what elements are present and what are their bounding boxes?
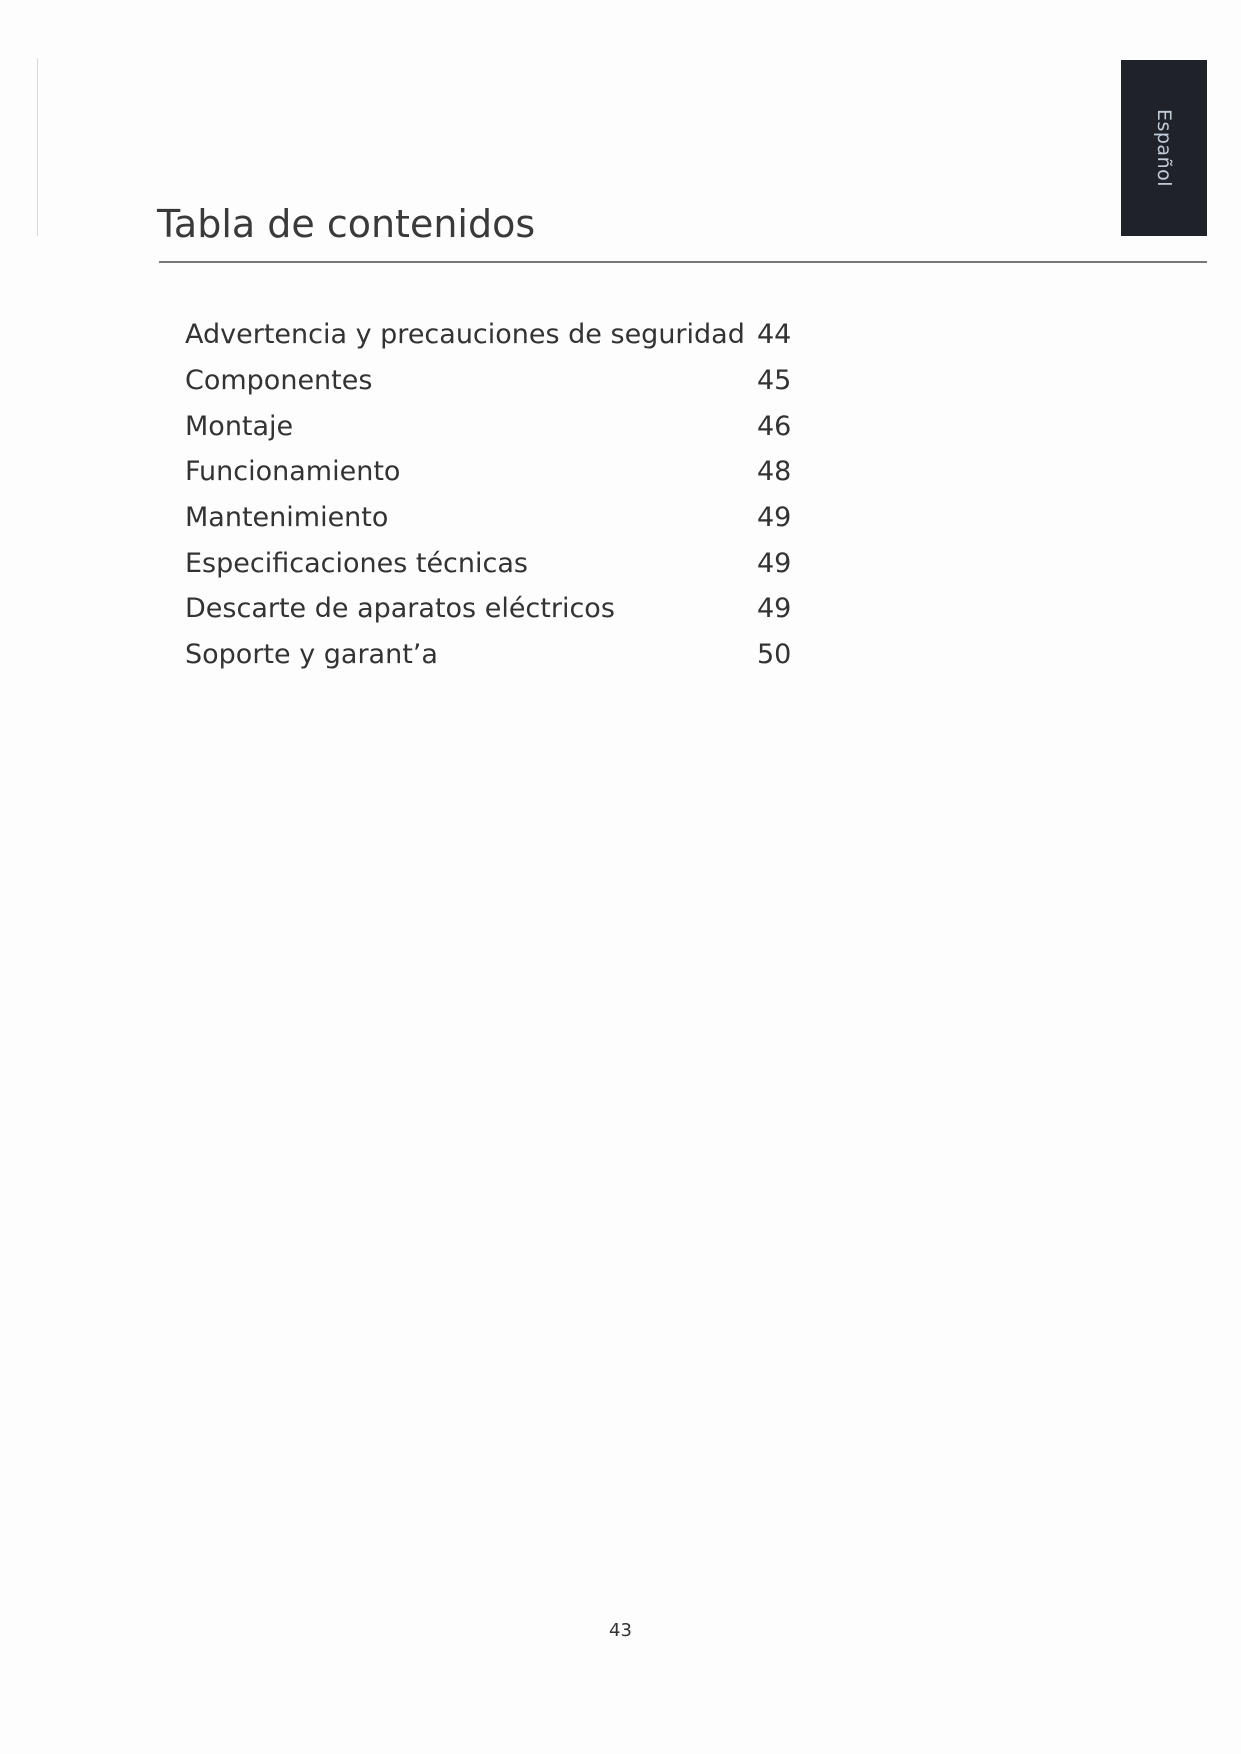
toc-entry-page: 49 <box>757 547 792 579</box>
toc-entry-label: Mantenimiento <box>185 502 389 534</box>
toc-entry-page: 50 <box>757 639 792 671</box>
toc-entry-page: 48 <box>757 456 792 488</box>
toc-entry-page: 49 <box>757 593 792 625</box>
toc-entry-label: Soporte y garant’a <box>185 639 438 671</box>
toc-entry-disposal <box>185 586 805 632</box>
toc-entry-label: Especificaciones técnicas <box>185 547 528 579</box>
toc-entry-label: Montaje <box>185 410 294 442</box>
language-tab-label: Español <box>1153 108 1175 188</box>
page-title: Tabla de contenidos <box>157 202 536 246</box>
toc-entry-label: Descarte de aparatos eléctricos <box>185 593 615 625</box>
margin-rule <box>37 58 38 236</box>
toc-entry-maintenance <box>185 495 805 541</box>
toc-entry-page: 45 <box>757 365 792 397</box>
toc-entry-safety <box>185 312 805 358</box>
toc-entry-specifications <box>185 540 805 586</box>
toc-entry-support <box>185 632 805 678</box>
toc-entry-label: Funcionamiento <box>185 456 401 488</box>
title-divider <box>159 261 1207 263</box>
language-tab <box>1121 60 1207 236</box>
table-of-contents <box>185 312 805 678</box>
toc-entry-assembly <box>185 403 805 449</box>
toc-entry-page: 49 <box>757 502 792 534</box>
toc-entry-components <box>185 358 805 404</box>
toc-entry-operation <box>185 449 805 495</box>
toc-entry-page: 44 <box>757 319 792 351</box>
toc-entry-label: Componentes <box>185 365 373 397</box>
toc-entry-page: 46 <box>757 410 792 442</box>
toc-entry-label: Advertencia y precauciones de seguridad <box>185 319 745 351</box>
page-number: 43 <box>609 1620 632 1641</box>
